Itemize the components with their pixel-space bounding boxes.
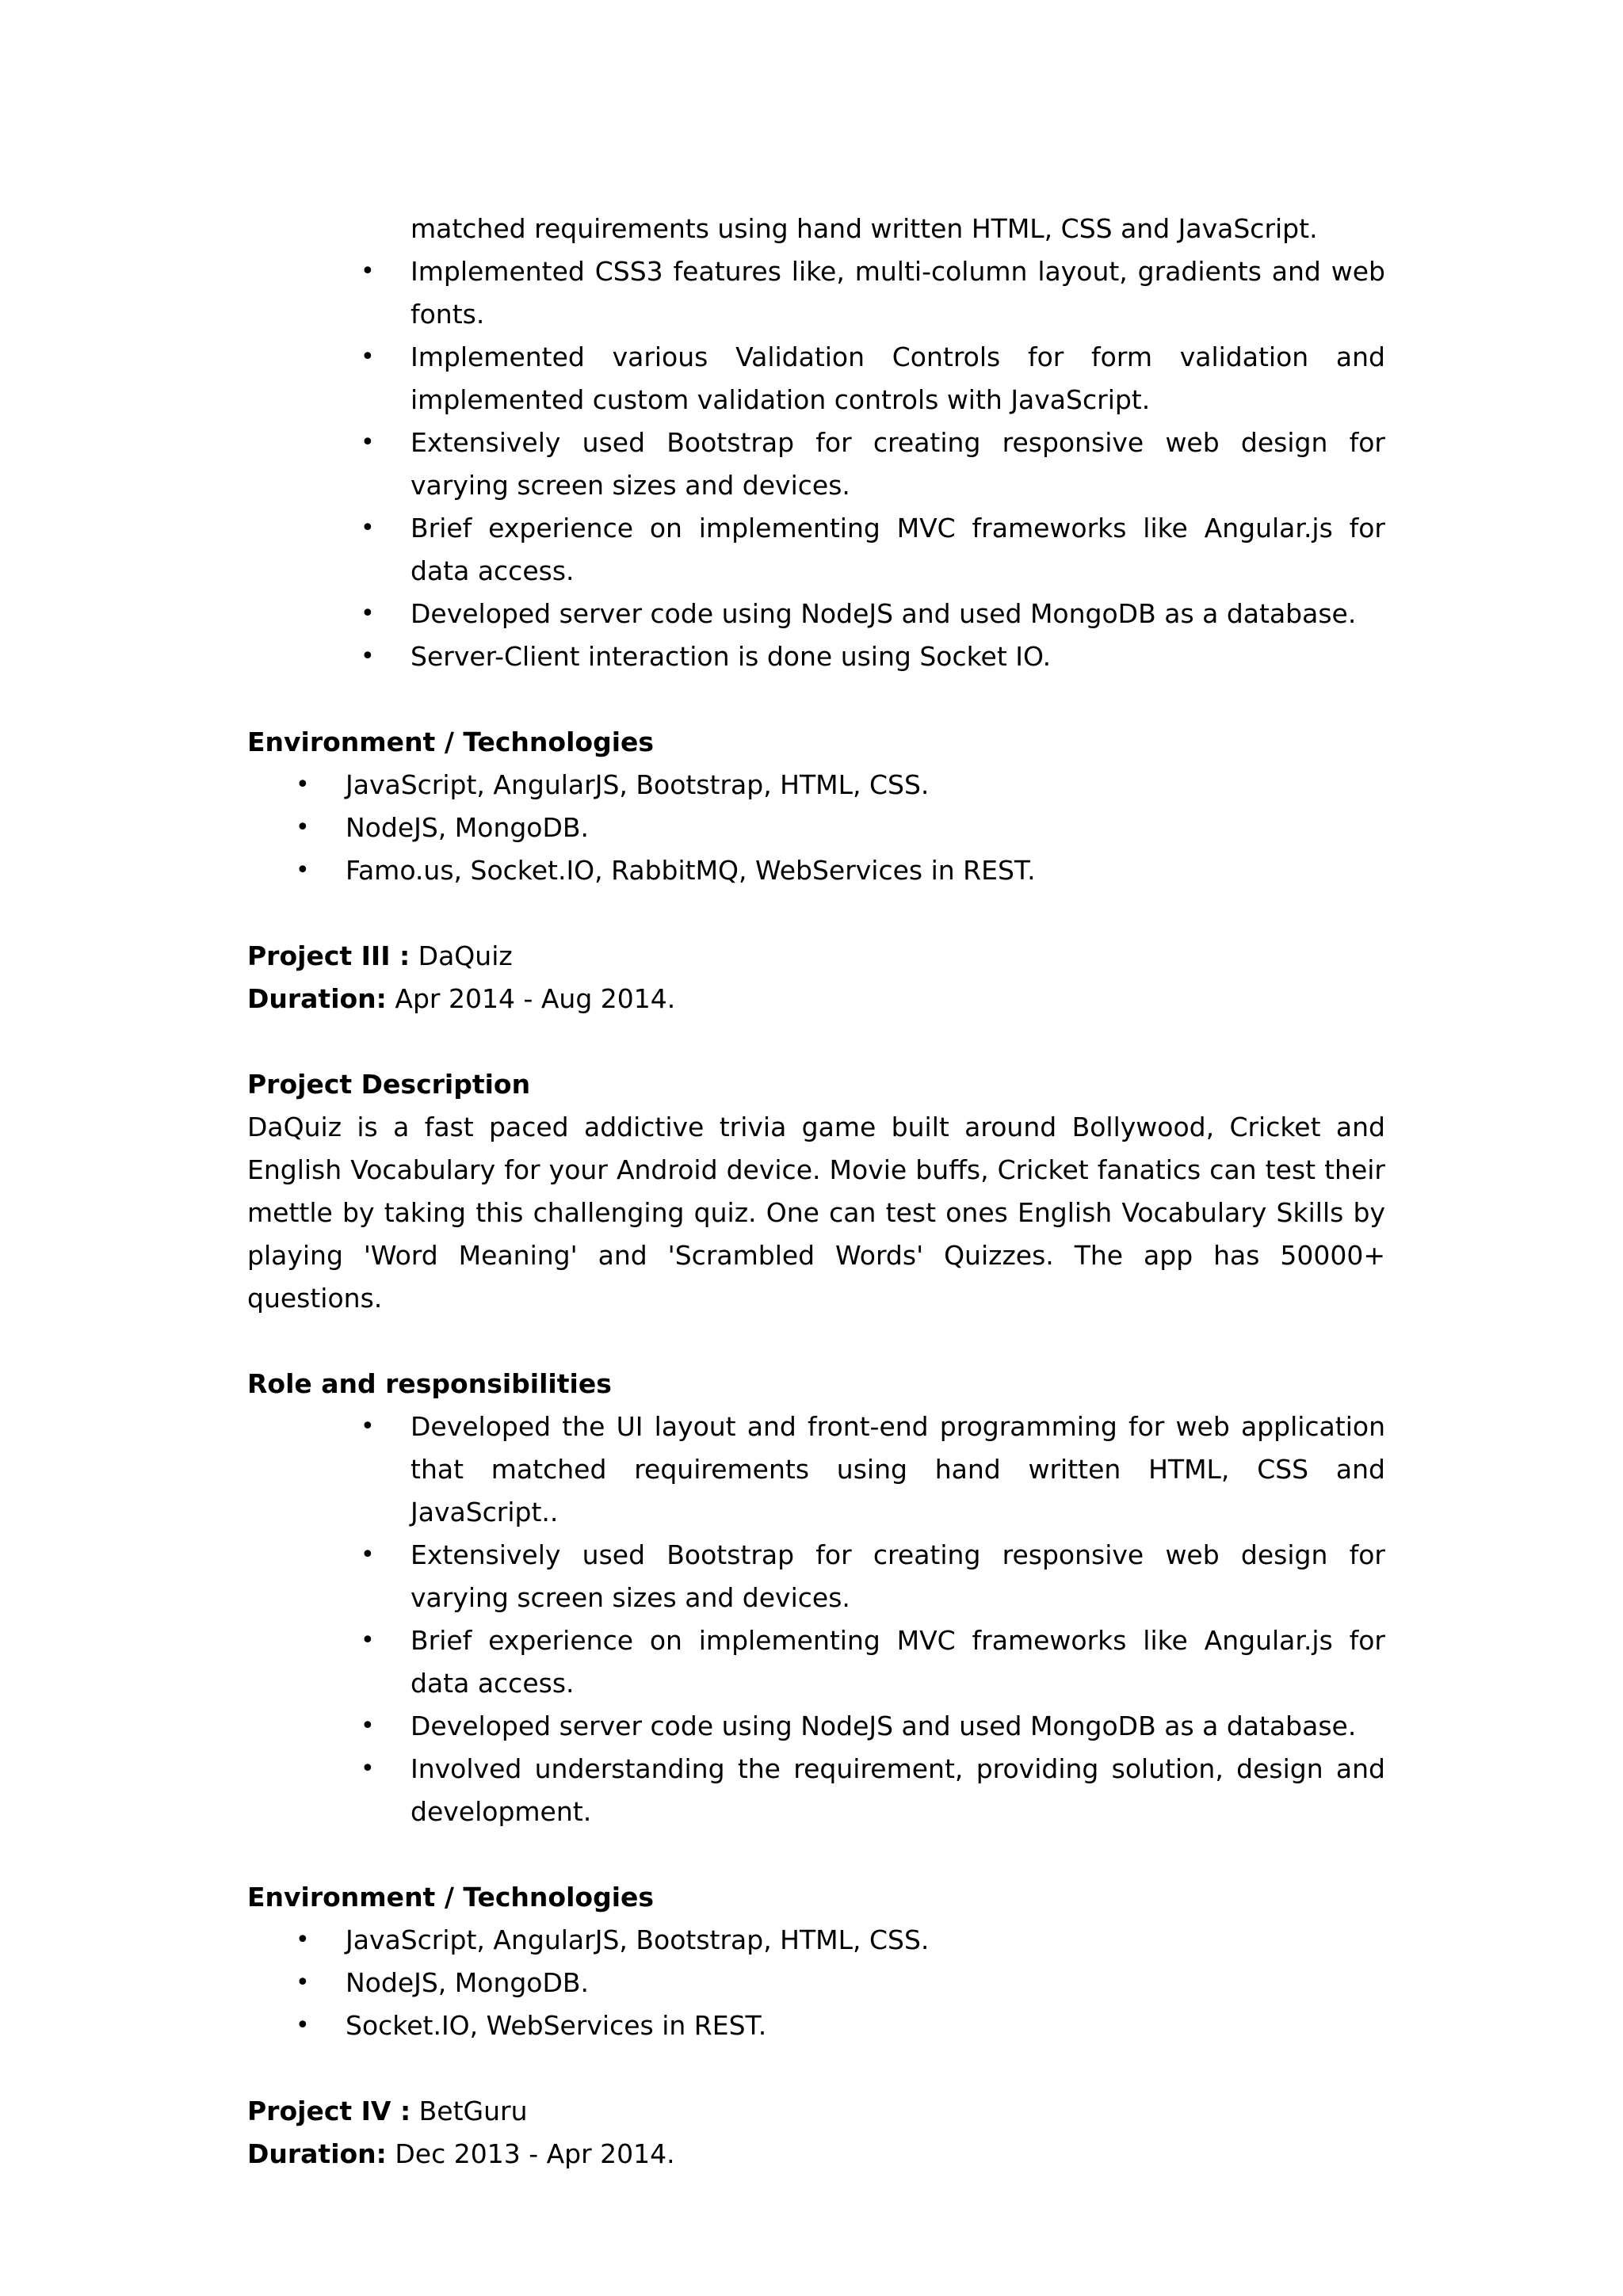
section-heading-environment: Environment / Technologies: [247, 1882, 655, 1913]
continued-bullet-text: matched requirements using hand written HTML, CSS and JavaScript.: [411, 213, 1318, 244]
list-item: • JavaScript, AngularJS, Bootstrap, HTML, CSS.: [247, 764, 1385, 807]
bullet-icon: •: [296, 1969, 310, 1997]
list-item: • Brief experience on implementing MVC frameworks like Angular.js for data access.: [247, 1619, 1385, 1705]
list-item: • Developed server code using NodeJS and used MongoDB as a database.: [247, 593, 1385, 635]
bullet-icon: •: [296, 814, 310, 841]
list-item: • Server-Client interaction is done using Socket IO.: [247, 635, 1385, 678]
bullet-icon: •: [361, 643, 375, 670]
list-item: • Famo.us, Socket.IO, RabbitMQ, WebServices in REST.: [247, 849, 1385, 892]
project2-role-list: [247, 250, 1385, 678]
list-item: • Developed the UI layout and front-end programming for web application that matched requirements using hand written HTML, CSS and JavaScript..: [247, 1405, 1385, 1534]
list-item: • Extensively used Bootstrap for creating responsive web design for varying screen sizes and devices.: [247, 1534, 1385, 1619]
project3-title: Project III : DaQuiz: [247, 940, 513, 971]
bullet-icon: •: [361, 1755, 375, 1783]
resume-content: [247, 208, 1385, 2176]
list-item: • NodeJS, MongoDB.: [247, 807, 1385, 849]
bullet-icon: •: [361, 343, 375, 371]
bullet-icon: •: [361, 514, 375, 542]
list-item: • Extensively used Bootstrap for creating responsive web design for varying screen sizes and devices.: [247, 421, 1385, 507]
project3-duration: Duration: Apr 2014 - Aug 2014.: [247, 983, 676, 1014]
project3-description: DaQuiz is a fast paced addictive trivia game built around Bollywood, Cricket and English Vocabulary for your Android device. Movie buffs, Cricket fanatics can test their mettle by taking this challenging quiz. One can test ones English Vocabulary Skills by playing 'Word Meaning' and 'Scrambled Words' Quizzes. The app has 50000+ questions.: [247, 1112, 1385, 1314]
list-item: • Socket.IO, WebServices in REST.: [247, 2004, 1385, 2047]
section-heading-roles: Role and responsibilities: [247, 1368, 612, 1399]
section-heading-description: Project Description: [247, 1069, 531, 1100]
list-item: • Implemented various Validation Controls for form validation and implemented custom validation controls with JavaScript.: [247, 336, 1385, 421]
bullet-icon: •: [296, 1926, 310, 1954]
bullet-icon: •: [361, 257, 375, 285]
project2-env-list: [247, 764, 1385, 892]
project4-title: Project IV : BetGuru: [247, 2096, 528, 2126]
bullet-icon: •: [296, 856, 310, 884]
bullet-icon: •: [361, 1712, 375, 1740]
project4-duration: Duration: Dec 2013 - Apr 2014.: [247, 2138, 675, 2169]
section-heading-environment: Environment / Technologies: [247, 727, 655, 757]
bullet-icon: •: [361, 1413, 375, 1440]
bullet-icon: •: [296, 2012, 310, 2039]
bullet-icon: •: [361, 600, 375, 627]
list-item: • JavaScript, AngularJS, Bootstrap, HTML, CSS.: [247, 1919, 1385, 1962]
list-item: • Involved understanding the requirement, providing solution, design and development.: [247, 1748, 1385, 1833]
bullet-icon: •: [296, 771, 310, 799]
list-item: • Developed server code using NodeJS and used MongoDB as a database.: [247, 1705, 1385, 1748]
list-item: • Implemented CSS3 features like, multi-column layout, gradients and web fonts.: [247, 250, 1385, 336]
project3-role-list: [247, 1405, 1385, 1833]
list-item: • NodeJS, MongoDB.: [247, 1962, 1385, 2004]
bullet-icon: •: [361, 429, 375, 456]
bullet-icon: •: [361, 1541, 375, 1569]
bullet-icon: •: [361, 1627, 375, 1654]
list-item: • Brief experience on implementing MVC frameworks like Angular.js for data access.: [247, 507, 1385, 593]
project3-env-list: [247, 1919, 1385, 2047]
